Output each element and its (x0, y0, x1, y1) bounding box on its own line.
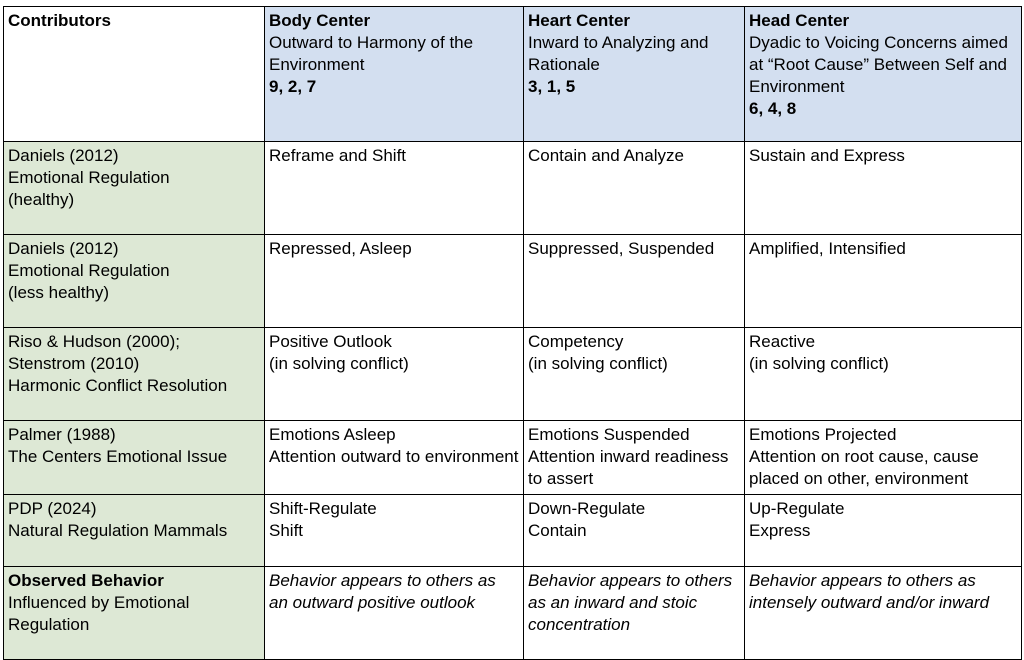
head-center-types: 6, 4, 8 (749, 99, 797, 118)
row-label (4, 328, 265, 421)
heart-cell (524, 328, 745, 421)
observed-behavior-row (4, 567, 1022, 660)
cell-line: Sustain and Express (749, 146, 905, 165)
cell-line: Reframe and Shift (269, 146, 407, 165)
cell-line: (in solving conflict) (749, 354, 889, 373)
cell-line: Emotions Projected (749, 425, 897, 444)
cell-line: Behavior appears to others as an outward positive outlook (269, 571, 496, 612)
table-row (4, 328, 1022, 421)
row-label-line: (healthy) (8, 190, 75, 209)
row-label-line: Palmer (1988) (8, 425, 116, 444)
cell-line: Competency (528, 332, 624, 351)
row-label-line: Stenstrom (2010) (8, 354, 140, 373)
head-cell (745, 567, 1022, 660)
observed-behavior-title: Observed Behavior (8, 571, 164, 590)
row-label-line: Emotional Regulation (8, 261, 170, 280)
body-cell (265, 328, 524, 421)
body-cell (265, 567, 524, 660)
body-cell (265, 235, 524, 328)
cell-line: Attention inward readiness to assert (528, 447, 729, 488)
cell-line: Emotions Asleep (269, 425, 396, 444)
head-cell (745, 421, 1022, 495)
row-label-line: Emotional Regulation (8, 168, 170, 187)
cell-line: Shift (269, 521, 304, 540)
cell-line: Shift-Regulate (269, 499, 377, 518)
heart-cell (524, 495, 745, 567)
head-cell (745, 495, 1022, 567)
cell-line: Attention on root cause, cause placed on other, environment (749, 447, 979, 488)
row-label (4, 142, 265, 235)
cell-line: Behavior appears to others as intensely outward and/or inward (749, 571, 990, 612)
body-cell (265, 421, 524, 495)
body-center-title: Body Center (269, 11, 371, 30)
enneagram-centers-table (3, 6, 1022, 660)
table-row (4, 421, 1022, 495)
heart-cell (524, 421, 745, 495)
row-label (4, 235, 265, 328)
body-cell (265, 495, 524, 567)
heart-cell (524, 567, 745, 660)
cell-line: Emotions Suspended (528, 425, 690, 444)
cell-line: Repressed, Asleep (269, 239, 412, 258)
observed-behavior-subtitle: Influenced by Emotional Regulation (8, 593, 190, 634)
row-label-line: (less healthy) (8, 283, 110, 302)
contributors-header (4, 7, 265, 142)
heart-cell (524, 142, 745, 235)
cell-line: Attention outward to environment (269, 447, 519, 466)
row-label (4, 421, 265, 495)
cell-line: Behavior appears to others as an inward and stoic concentration (528, 571, 733, 634)
cell-line: (in solving conflict) (269, 354, 409, 373)
head-cell (745, 235, 1022, 328)
cell-line: Positive Outlook (269, 332, 392, 351)
heart-center-header (524, 7, 745, 142)
cell-line: Express (749, 521, 811, 540)
row-label-line: Daniels (2012) (8, 239, 119, 258)
cell-line: Amplified, Intensified (749, 239, 906, 258)
cell-line: Reactive (749, 332, 816, 351)
head-center-header (745, 7, 1022, 142)
cell-line: Suppressed, Suspended (528, 239, 715, 258)
row-label-line: Natural Regulation Mammals (8, 521, 228, 540)
row-label-line: Riso & Hudson (2000); (8, 332, 180, 351)
cell-line: (in solving conflict) (528, 354, 668, 373)
body-center-header (265, 7, 524, 142)
head-cell (745, 328, 1022, 421)
heart-cell (524, 235, 745, 328)
heart-center-title: Heart Center (528, 11, 631, 30)
row-label-line: Harmonic Conflict Resolution (8, 376, 228, 395)
row-label-line: The Centers Emotional Issue (8, 447, 228, 466)
row-label (4, 567, 265, 660)
heart-center-description: Inward to Analyzing and Rationale (528, 33, 709, 74)
row-label-line: Daniels (2012) (8, 146, 119, 165)
body-cell (265, 142, 524, 235)
cell-line: Down-Regulate (528, 499, 646, 518)
head-center-description: Dyadic to Voicing Concerns aimed at “Root Cause” Between Self and Environment (749, 33, 1008, 96)
row-label (4, 495, 265, 567)
row-label-line: PDP (2024) (8, 499, 97, 518)
header-row (4, 7, 1022, 142)
cell-line: Contain (528, 521, 587, 540)
head-cell (745, 142, 1022, 235)
table-row (4, 235, 1022, 328)
body-center-description: Outward to Harmony of the Environment (269, 33, 474, 74)
body-center-types: 9, 2, 7 (269, 77, 317, 96)
contributors-header-label: Contributors (8, 11, 111, 30)
heart-center-types: 3, 1, 5 (528, 77, 576, 96)
head-center-title: Head Center (749, 11, 850, 30)
table-row (4, 142, 1022, 235)
table-row (4, 495, 1022, 567)
cell-line: Contain and Analyze (528, 146, 684, 165)
cell-line: Up-Regulate (749, 499, 845, 518)
